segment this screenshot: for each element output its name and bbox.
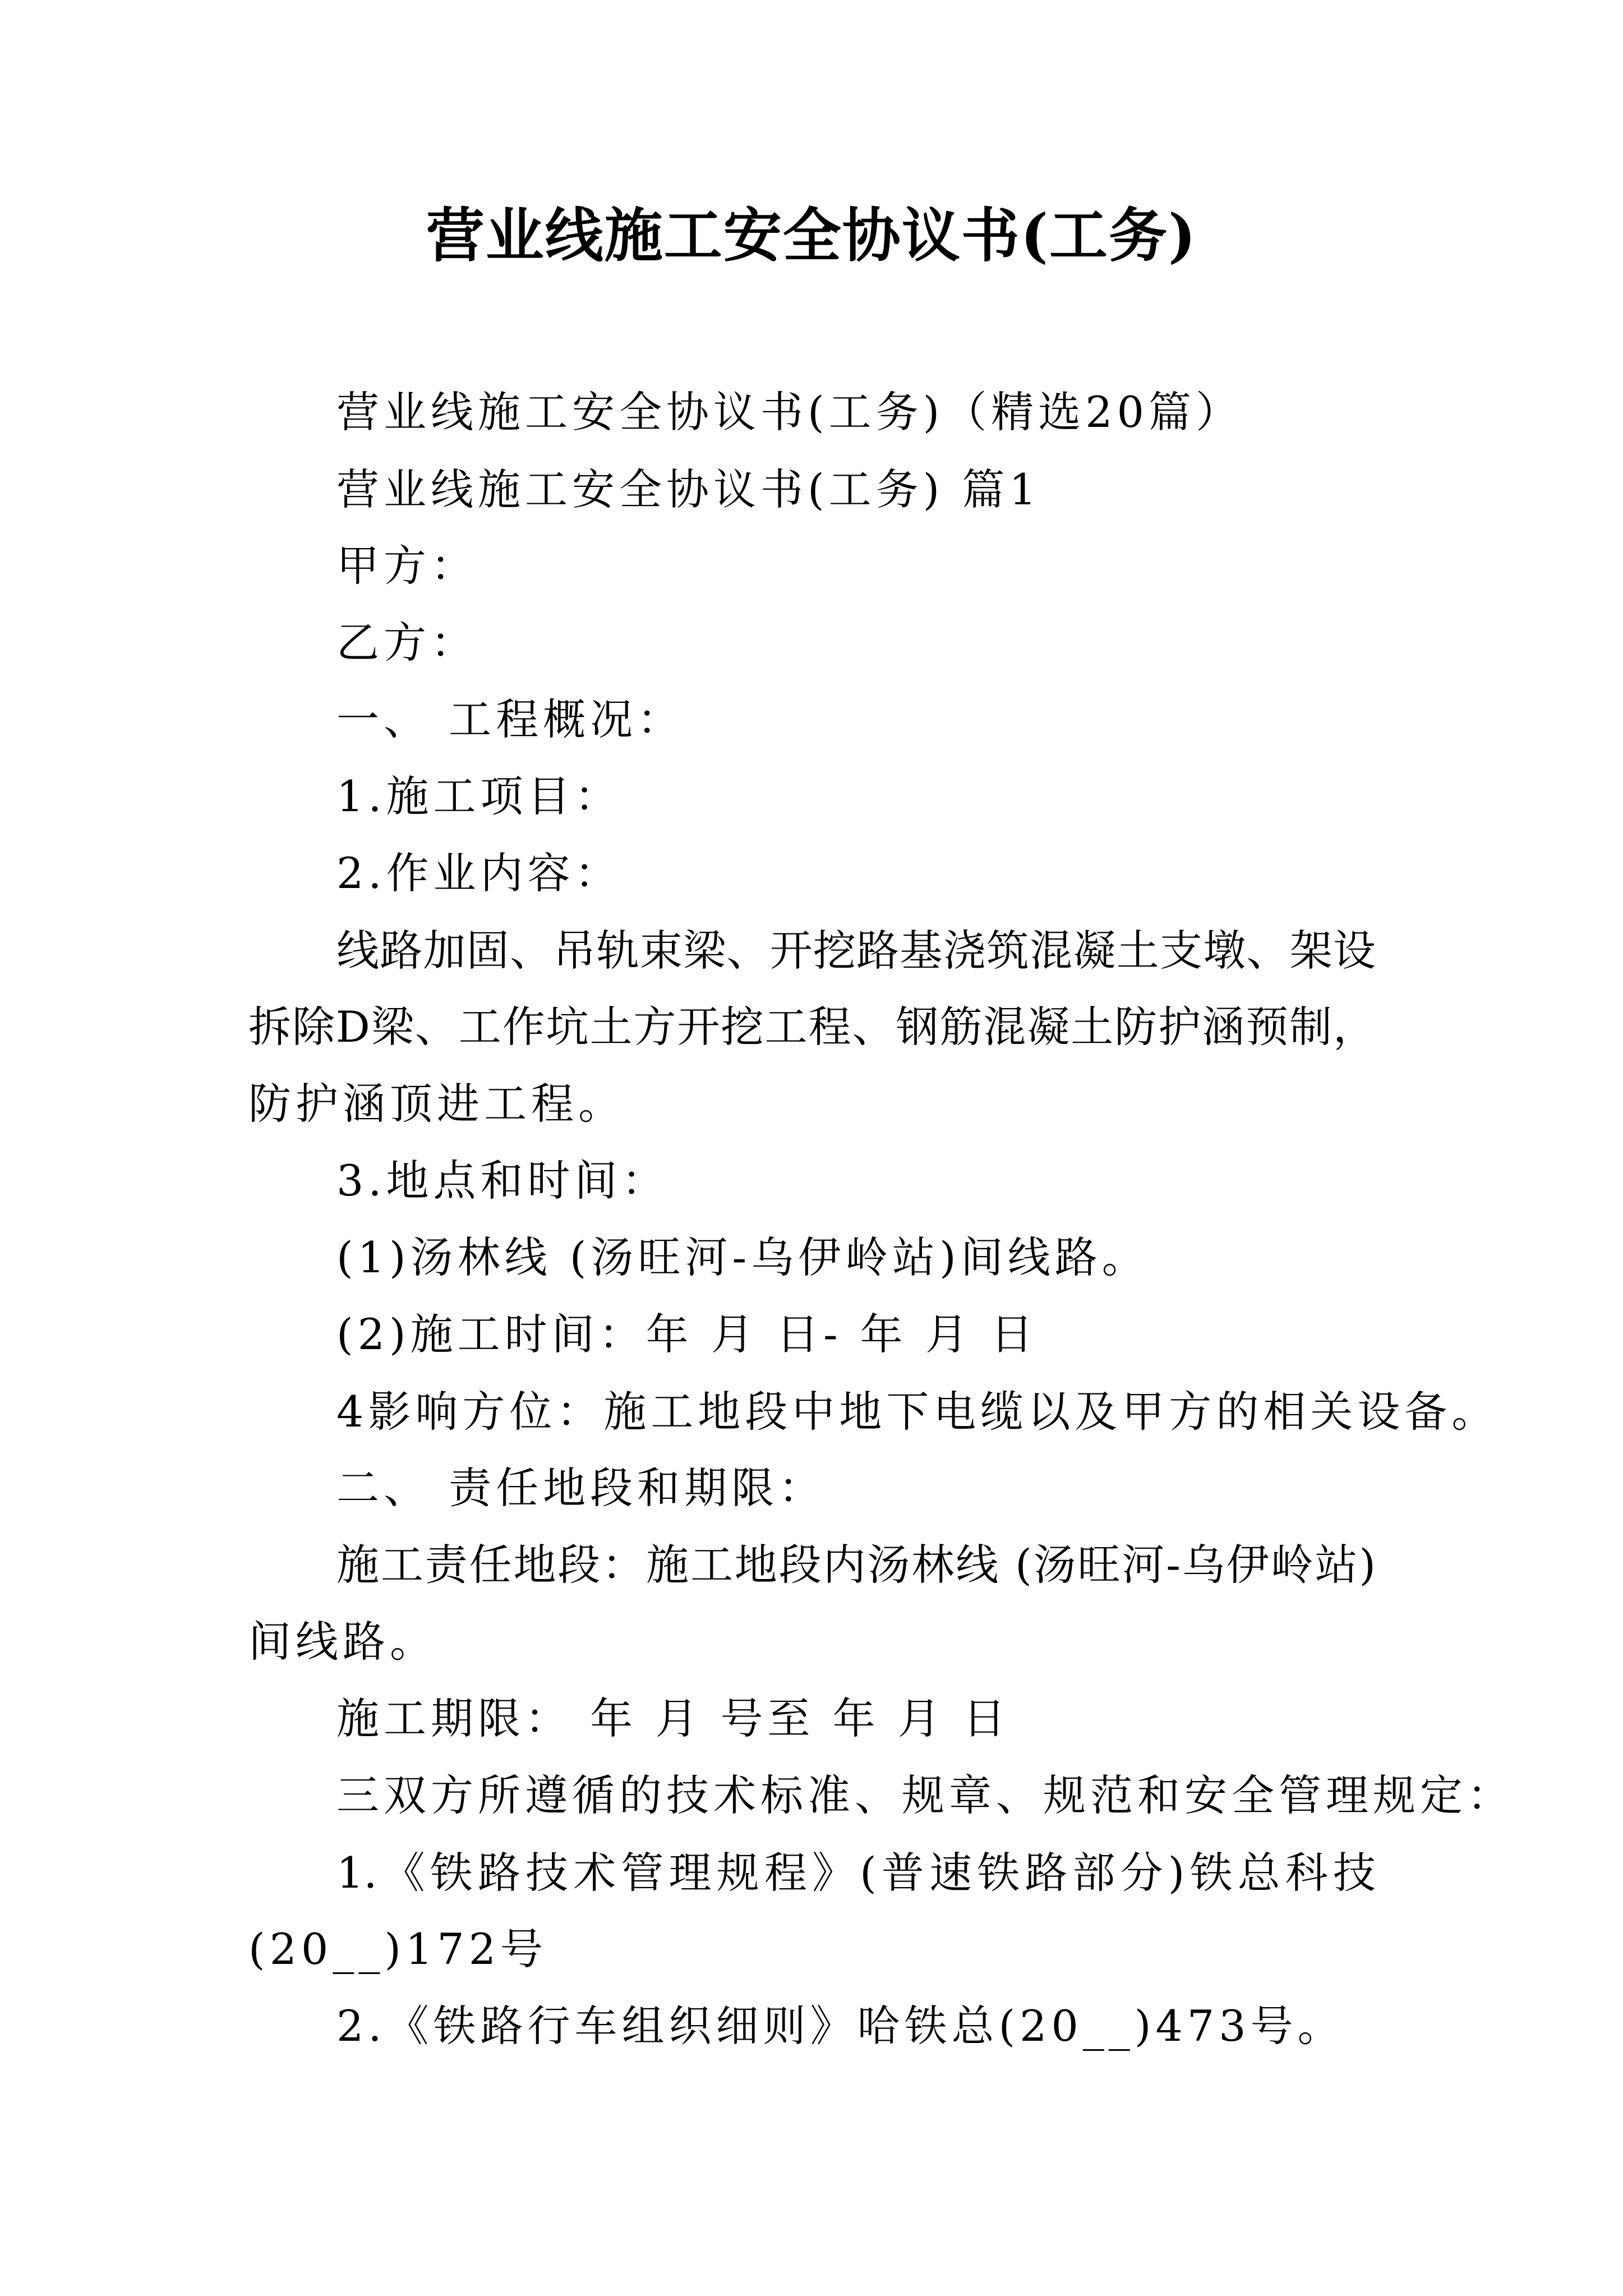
document-title: 营业线施工安全协议书(工务) [426, 201, 1197, 270]
paragraph-line: 一、 工程概况： [336, 694, 685, 744]
section-heading: 营业线施工安全协议书(工务) 篇1 [336, 464, 1041, 514]
paragraph-line: (1)汤林线 (汤旺河-乌伊岭站)间线路。 [336, 1232, 1149, 1282]
paragraph-line: (20__)172号 [248, 1924, 548, 1974]
paragraph-line: 拆除D梁、工作坑土方开挖工程、钢筋混凝土防护涵预制， [248, 1002, 1376, 1052]
paragraph-line: 1.施工项目： [336, 771, 622, 821]
paragraph-line: 间线路。 [248, 1617, 437, 1667]
paragraph-line: 3.地点和时间： [336, 1156, 669, 1205]
paragraph-line: 三双方所遵循的技术标准、规章、规范和安全管理规定： [336, 1770, 1514, 1820]
paragraph-line: 1.《铁路技术管理规程》(普速铁路部分)铁总科技 [336, 1848, 1376, 1898]
paragraph-line: 2.作业内容： [336, 848, 622, 898]
party-b-line: 乙方： [336, 618, 478, 668]
party-a-line: 甲方： [336, 541, 478, 591]
doc-subtitle: 营业线施工安全协议书(工务)（精选20篇） [336, 387, 1243, 437]
paragraph-line: 二、 责任地段和期限： [336, 1463, 826, 1513]
paragraph-line: 线路加固、吊轨束梁、开挖路基浇筑混凝土支墩、架设 [336, 926, 1376, 976]
paragraph-line: 施工责任地段：施工地段内汤林线 (汤旺河-乌伊岭站) [336, 1540, 1376, 1590]
paragraph-line: 施工期限： 年 月 号至 年 月 日 [336, 1694, 1010, 1743]
paragraph-line: 防护涵顶进工程。 [248, 1079, 625, 1129]
paragraph-line: 4影响方位：施工地段中地下电缆以及甲方的相关设备。 [336, 1387, 1499, 1437]
paragraph-line: 2.《铁路行车组织细则》哈铁总(20__)473号。 [336, 2001, 1345, 2051]
paragraph-line: (2)施工时间：年 月 日- 年 月 日 [336, 1309, 1038, 1359]
